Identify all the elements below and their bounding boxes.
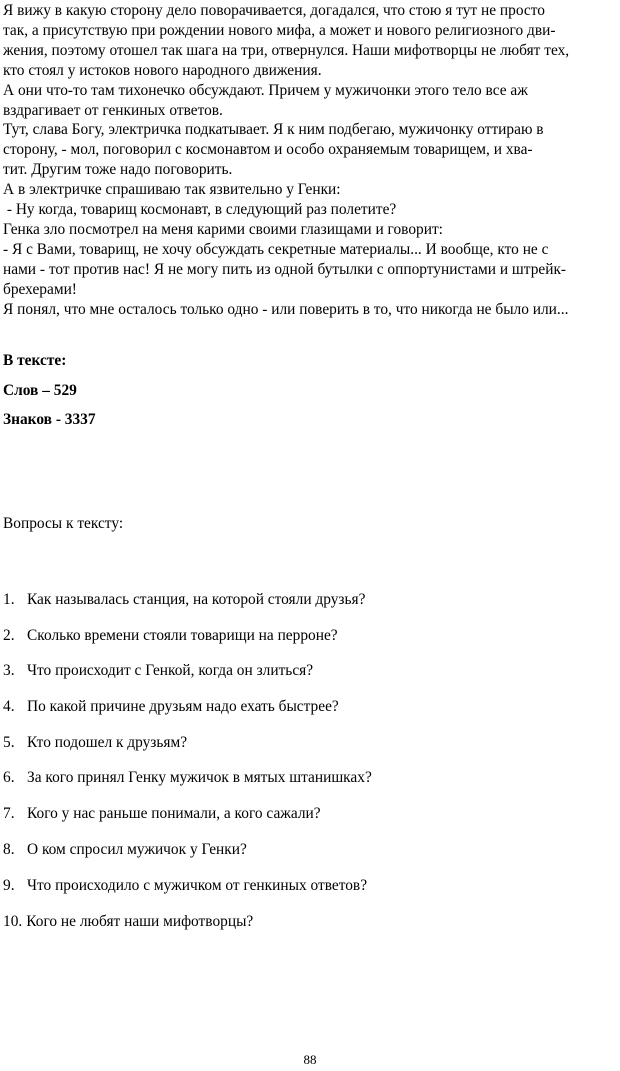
question-item	[3, 627, 338, 645]
story-line: Я вижу в какую сторону дело поворачивается, догадался, что стою я тут не просто	[3, 2, 545, 19]
question-item	[3, 591, 365, 609]
story-line: А в электричке спрашиваю так язвительно у Генки:	[3, 181, 341, 199]
story-line: нами - тот против нас! Я не могу пить из одной бутылки с оппортунистами и штрейк-	[3, 260, 567, 278]
story-line: так, а присутствую при рождении нового мифа, а может и нового религиозного дви-	[3, 21, 556, 39]
question-text: Кого у нас раньше понимали, а кого сажали?	[27, 805, 321, 822]
question-item	[3, 734, 187, 752]
story-line: Я понял, что мне осталось только одно - или поверить в то, что никогда не было или...	[3, 300, 569, 318]
question-item	[3, 877, 367, 895]
question-item	[3, 698, 339, 716]
story-line: - Ну когда, товарищ космонавт, в следующий раз полетите?	[3, 201, 397, 219]
question-number: 3.	[3, 662, 15, 679]
char-count: Знаков - 3337	[3, 411, 96, 428]
story-line: - Я с Вами, товарищ, не хочу обсуждать секретные материалы... И вообще, кто не с	[3, 240, 549, 258]
question-item	[3, 841, 247, 859]
question-number: 8.	[3, 841, 15, 858]
question-text: Что происходит с Генкой, когда он злиться?	[27, 662, 314, 679]
story-line: брехерами!	[3, 280, 77, 298]
question-number: 1.	[3, 591, 15, 608]
question-text: По какой причине друзьям надо ехать быстрее?	[27, 698, 339, 715]
question-item	[3, 769, 372, 787]
story-line: жения, поэтому отошел так шага на три, отвернулся. Наши мифотворцы не любят тех,	[3, 41, 570, 59]
question-text: Кто подошел к друзьям?	[27, 734, 188, 751]
question-number: 4.	[3, 698, 15, 715]
question-text: За кого принял Генку мужичок в мятых штанишках?	[27, 769, 372, 786]
story-line: тит. Другим тоже надо поговорить.	[3, 161, 233, 179]
story-line: кто стоял у истоков нового народного движения.	[3, 61, 322, 79]
story-line: Тут, слава Богу, электричка подкатывает. Я к ним подбегаю, мужичонку оттираю в	[3, 121, 544, 139]
question-number: 9.	[3, 877, 15, 894]
question-number: 10.	[3, 913, 23, 930]
question-number: 7.	[3, 805, 15, 822]
question-item	[3, 805, 321, 823]
question-number: 2.	[3, 627, 15, 644]
question-text: Как называлась станция, на которой стояли друзья?	[27, 591, 366, 608]
question-text: О ком спросил мужичок у Генки?	[27, 841, 247, 858]
story-line: А они что-то там тихонечко обсуждают. Причем у мужичонки этого тело все аж	[3, 81, 528, 99]
question-text: Что происходило с мужичком от генкиных ответов?	[27, 877, 368, 894]
story-text	[3, 1, 617, 320]
word-count: Слов – 529	[3, 382, 77, 399]
question-text: Кого не любят наши мифотворцы?	[26, 913, 254, 930]
questions-title: Вопросы к тексту:	[3, 515, 124, 532]
question-number: 5.	[3, 734, 15, 751]
question-item	[3, 913, 253, 931]
story-line: Генка зло посмотрел на меня карими своими глазищами и говорит:	[3, 220, 443, 238]
question-text: Сколько времени стояли товарищи на перроне?	[27, 627, 338, 644]
question-number: 6.	[3, 769, 15, 786]
story-line: вздрагивает от генкиных ответов.	[3, 101, 223, 119]
page-number: 88	[303, 1052, 317, 1067]
stats-heading: В тексте:	[3, 352, 67, 369]
story-line: сторону, - мол, поговорил с космонавтом и особо охраняемым товарищем, и хва-	[3, 141, 533, 159]
question-item	[3, 662, 313, 680]
